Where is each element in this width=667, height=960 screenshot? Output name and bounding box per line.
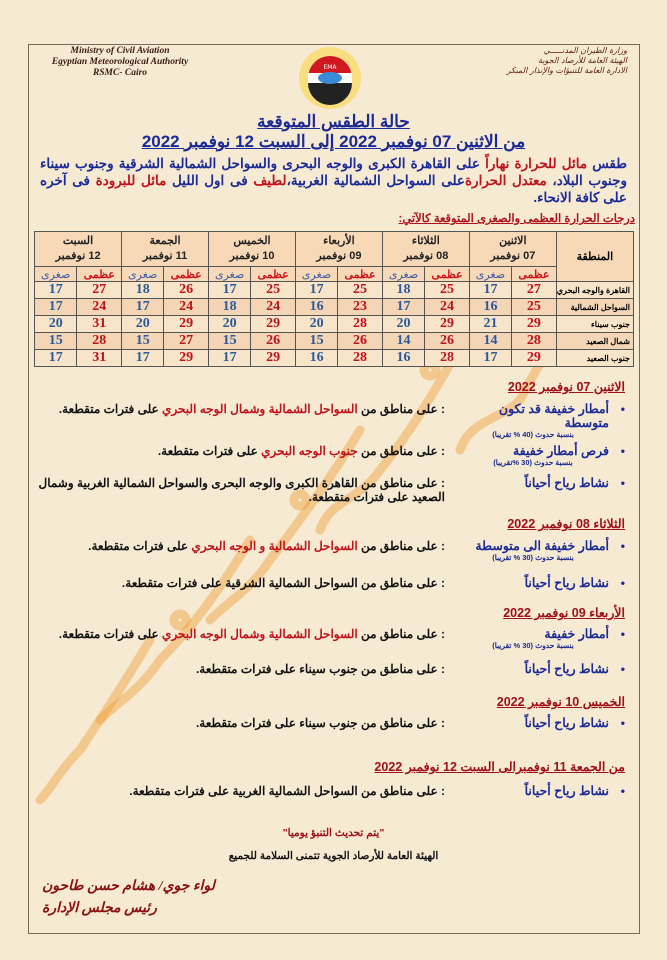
max-temp: 31 xyxy=(77,316,122,333)
summary-text: طقس xyxy=(587,156,627,171)
forecast-description xyxy=(37,784,445,798)
min-temp: 14 xyxy=(382,333,424,350)
forecast-label: نشاط رياح أحياناً xyxy=(524,476,609,490)
table-caption: درجات الحرارة العظمى والصغرى المتوقعة كالآتي: xyxy=(398,213,635,225)
table-row xyxy=(35,282,634,299)
min-label: صغرى xyxy=(35,267,77,282)
max-temp: 26 xyxy=(425,333,470,350)
description-text: : على مناطق من xyxy=(357,402,445,416)
min-temp: 20 xyxy=(382,316,424,333)
probability-note: بنسبة حدوث (30 %تقريبا) xyxy=(493,458,573,467)
forecast-description xyxy=(37,444,445,458)
max-temp: 28 xyxy=(338,350,383,367)
description-text: على فترات متقطعة. xyxy=(58,627,163,641)
ema-logo xyxy=(297,45,363,111)
header-ar-line: الادارة العامة للتنبؤات والإنذار المبكر xyxy=(506,66,627,75)
max-temp: 29 xyxy=(512,316,557,333)
highlighted-area: السواحل الشمالية وشمال الوجه البحري xyxy=(162,402,358,416)
min-temp: 16 xyxy=(295,350,337,367)
min-temp: 17 xyxy=(295,282,337,299)
day-name: الاثنين xyxy=(499,235,527,247)
description-text: : على مناطق من جنوب سيناء على فترات متقطعة. xyxy=(195,716,445,730)
day-date: 09 نوفمبر xyxy=(316,250,362,262)
min-label: صغرى xyxy=(382,267,424,282)
day-name: الأربعاء xyxy=(323,235,355,247)
max-temp: 28 xyxy=(425,350,470,367)
forecast-label: نشاط رياح أحياناً xyxy=(524,662,609,676)
day-name: الجمعة xyxy=(149,235,181,247)
max-temp: 29 xyxy=(512,350,557,367)
region-name: القاهرة والوجه البحري xyxy=(556,282,633,299)
summary-text: فى اول الليل xyxy=(166,173,254,188)
forecast-summary xyxy=(40,155,627,206)
max-temp: 29 xyxy=(425,316,470,333)
min-label: صغرى xyxy=(209,267,251,282)
forecast-label: فرص أمطار خفيفة بنسبة حدوث (30 %تقريبا) xyxy=(457,444,609,467)
min-temp: 15 xyxy=(209,333,251,350)
day-header xyxy=(209,232,296,267)
day-date: 10 نوفمبر xyxy=(229,250,275,262)
max-temp: 27 xyxy=(77,282,122,299)
description-text: على فترات متقطعة. xyxy=(58,402,163,416)
min-temp: 17 xyxy=(382,299,424,316)
description-text: : على مناطق من xyxy=(357,539,445,553)
max-temp: 29 xyxy=(251,350,296,367)
header-ar-line: الهيئة العامة للأرصاد الجوية xyxy=(538,56,627,65)
day-header xyxy=(469,232,556,267)
bullet-icon: • xyxy=(620,402,625,416)
probability-note: بنسبة حدوث (40 % تقريبا) xyxy=(492,430,574,439)
max-temp: 25 xyxy=(338,282,383,299)
description-text: : على مناطق من xyxy=(357,444,445,458)
day-date: 12 نوفمبر xyxy=(55,250,101,262)
summary-highlight: لطيف xyxy=(253,173,287,188)
max-temp: 29 xyxy=(251,316,296,333)
header-en-line: Ministry of Civil Aviation xyxy=(70,46,170,56)
summary-text: على السواحل الشمالية الغربية، xyxy=(286,173,465,188)
max-temp: 26 xyxy=(338,333,383,350)
min-temp: 16 xyxy=(469,299,511,316)
min-temp: 18 xyxy=(382,282,424,299)
min-temp: 15 xyxy=(295,333,337,350)
min-temp: 20 xyxy=(209,316,251,333)
min-temp: 17 xyxy=(469,282,511,299)
day-date: 11 نوفمبر xyxy=(142,250,188,262)
day-name: الخميس xyxy=(233,235,271,247)
forecast-label: أمطار خفيفة بنسبة حدوث (30 % تقريبا) xyxy=(457,627,609,650)
max-label: عظمى xyxy=(512,267,557,282)
min-temp: 18 xyxy=(209,299,251,316)
highlighted-area: السواحل الشمالية و الوجه البحري xyxy=(191,539,358,553)
logo-text: EMA xyxy=(323,64,337,71)
forecast-description xyxy=(37,476,445,504)
max-temp: 23 xyxy=(338,299,383,316)
max-temp: 24 xyxy=(77,299,122,316)
max-temp: 28 xyxy=(77,333,122,350)
description-text: على فترات متقطعة. xyxy=(88,539,192,553)
min-temp: 18 xyxy=(122,282,164,299)
forecast-label: أمطار خفيفة الى متوسطة بنسبة حدوث (30 % تقريبا) xyxy=(457,539,609,562)
page-subtitle: من الاثنين 07 نوفمبر 2022 إلى السبت 12 نوفمبر 2022 xyxy=(141,132,526,151)
day-header xyxy=(295,232,382,267)
max-label: عظمى xyxy=(338,267,383,282)
max-temp: 26 xyxy=(164,282,209,299)
section-heading: الاثنين 07 نوفمبر 2022 xyxy=(507,380,625,394)
summary-highlight: مائل للحرارة نهاراً xyxy=(485,156,588,171)
forecast-label: نشاط رياح أحياناً xyxy=(524,784,609,798)
min-temp: 17 xyxy=(35,282,77,299)
max-temp: 26 xyxy=(251,333,296,350)
section-heading: من الجمعة 11 نوفمبرالى السبت 12 نوفمبر 2022 xyxy=(374,760,625,774)
min-temp: 17 xyxy=(209,282,251,299)
forecast-label: أمطار خفيفة قد تكون متوسطة بنسبة حدوث (40 % تقريبا) xyxy=(457,402,609,439)
summary-highlight: مائل للبرودة xyxy=(95,173,167,188)
region-name: شمال الصعيد xyxy=(556,333,633,350)
min-temp: 17 xyxy=(469,350,511,367)
region-name: جنوب الصعيد xyxy=(556,350,633,367)
day-header xyxy=(382,232,469,267)
bullet-icon: • xyxy=(620,716,625,730)
day-name: السبت xyxy=(62,235,94,247)
min-temp: 21 xyxy=(469,316,511,333)
min-label: صغرى xyxy=(122,267,164,282)
signature-name: لواء جوي/ هشام حسن طاحون xyxy=(42,879,215,894)
signature-role: رئيس مجلس الإدارة xyxy=(42,901,157,916)
min-label: صغرى xyxy=(469,267,511,282)
bullet-icon: • xyxy=(620,576,625,590)
header-en-line: RSMC- Cairo xyxy=(92,68,148,78)
bullet-icon: • xyxy=(620,662,625,676)
max-label: عظمى xyxy=(425,267,470,282)
max-temp: 24 xyxy=(164,299,209,316)
header-english xyxy=(40,46,200,79)
min-temp: 16 xyxy=(382,350,424,367)
forecast-label: نشاط رياح أحياناً xyxy=(524,716,609,730)
table-row xyxy=(35,299,634,316)
description-text: على فترات متقطعة. xyxy=(157,444,262,458)
forecast-description xyxy=(37,402,445,416)
region-header: المنطقة xyxy=(556,232,633,282)
max-temp: 24 xyxy=(425,299,470,316)
max-temp: 28 xyxy=(512,333,557,350)
min-temp: 14 xyxy=(469,333,511,350)
min-label: صغرى xyxy=(295,267,337,282)
highlighted-area: جنوب الوجه البحري xyxy=(261,444,358,458)
day-header xyxy=(122,232,209,267)
min-temp: 15 xyxy=(35,333,77,350)
header-arabic xyxy=(447,46,627,76)
header-ar-line: وزارة الطيران المدنـــــي xyxy=(543,46,627,55)
description-text: : على مناطق من السواحل الشمالية الشرقية على فترات متقطعة. xyxy=(121,576,445,590)
header-en-line: Egyptian Meteorological Authority xyxy=(51,57,189,67)
day-date: 07 نوفمبر xyxy=(490,250,536,262)
max-temp: 31 xyxy=(77,350,122,367)
summary-highlight: معتدل الحرارة xyxy=(464,173,547,188)
min-temp: 15 xyxy=(122,333,164,350)
section-heading: الثلاثاء 08 نوفمبر 2022 xyxy=(507,517,625,531)
update-note: "يتم تحديث التنبؤ يوميا" xyxy=(282,827,385,839)
forecast-description xyxy=(37,627,445,641)
description-text: : على مناطق من جنوب سيناء على فترات متقطعة. xyxy=(195,662,445,676)
table-row xyxy=(35,333,634,350)
min-temp: 20 xyxy=(122,316,164,333)
probability-note: بنسبة حدوث (30 % تقريبا) xyxy=(492,641,574,650)
forecast-label: نشاط رياح أحياناً xyxy=(524,576,609,590)
region-name: جنوب سيناء xyxy=(556,316,633,333)
min-temp: 17 xyxy=(209,350,251,367)
max-temp: 24 xyxy=(251,299,296,316)
section-heading: الأربعاء 09 نوفمبر 2022 xyxy=(503,606,625,620)
day-header xyxy=(35,232,122,267)
section-heading: الخميس 10 نوفمبر 2022 xyxy=(496,695,625,709)
min-temp: 20 xyxy=(35,316,77,333)
day-date: 08 نوفمبر xyxy=(403,250,449,262)
min-temp: 17 xyxy=(35,350,77,367)
min-temp: 20 xyxy=(295,316,337,333)
forecast-description xyxy=(37,662,445,676)
min-temp: 17 xyxy=(122,299,164,316)
max-label: عظمى xyxy=(77,267,122,282)
min-temp: 17 xyxy=(35,299,77,316)
page-title: حالة الطقس المتوقعة xyxy=(257,112,410,131)
day-name: الثلاثاء xyxy=(411,235,440,247)
min-temp: 17 xyxy=(122,350,164,367)
summary-text: على القاهرة الكبرى والوجه البحرى والسواحل الشمالية الشرقية وجنوب سيناء وجنوب البلاد، xyxy=(40,156,627,188)
bullet-icon: • xyxy=(620,539,625,553)
forecast-description xyxy=(37,539,445,553)
max-temp: 29 xyxy=(164,316,209,333)
max-temp: 27 xyxy=(164,333,209,350)
bullet-icon: • xyxy=(620,476,625,490)
temperature-table xyxy=(34,231,634,367)
forecast-description xyxy=(37,716,445,730)
table-row xyxy=(35,350,634,367)
forecast-description xyxy=(37,576,445,590)
table-row xyxy=(35,316,634,333)
summary-text: فى آخره على كافة الانحاء. xyxy=(40,173,627,205)
max-label: عظمى xyxy=(164,267,209,282)
bullet-icon: • xyxy=(620,784,625,798)
probability-note: بنسبة حدوث (30 % تقريبا) xyxy=(492,553,574,562)
region-name: السواحل الشمالية xyxy=(556,299,633,316)
max-temp: 29 xyxy=(164,350,209,367)
description-text: : على مناطق من القاهرة الكبرى والوجه البحرى والسواحل الشمالية الغربية وشمال الصعيد على فترات متقطعة. xyxy=(38,476,445,504)
max-temp: 27 xyxy=(512,282,557,299)
max-temp: 28 xyxy=(338,316,383,333)
bullet-icon: • xyxy=(620,627,625,641)
highlighted-area: السواحل الشمالية وشمال الوجه البحري xyxy=(162,627,358,641)
bullet-icon: • xyxy=(620,444,625,458)
safety-wish: الهيئة العامة للأرصاد الجوية تتمنى السلامة للجميع xyxy=(228,850,439,862)
max-temp: 25 xyxy=(251,282,296,299)
description-text: : على مناطق من xyxy=(357,627,445,641)
max-temp: 25 xyxy=(425,282,470,299)
description-text: : على مناطق من السواحل الشمالية الغربية على فترات متقطعة. xyxy=(129,784,445,798)
max-label: عظمى xyxy=(251,267,296,282)
min-temp: 16 xyxy=(295,299,337,316)
max-temp: 25 xyxy=(512,299,557,316)
